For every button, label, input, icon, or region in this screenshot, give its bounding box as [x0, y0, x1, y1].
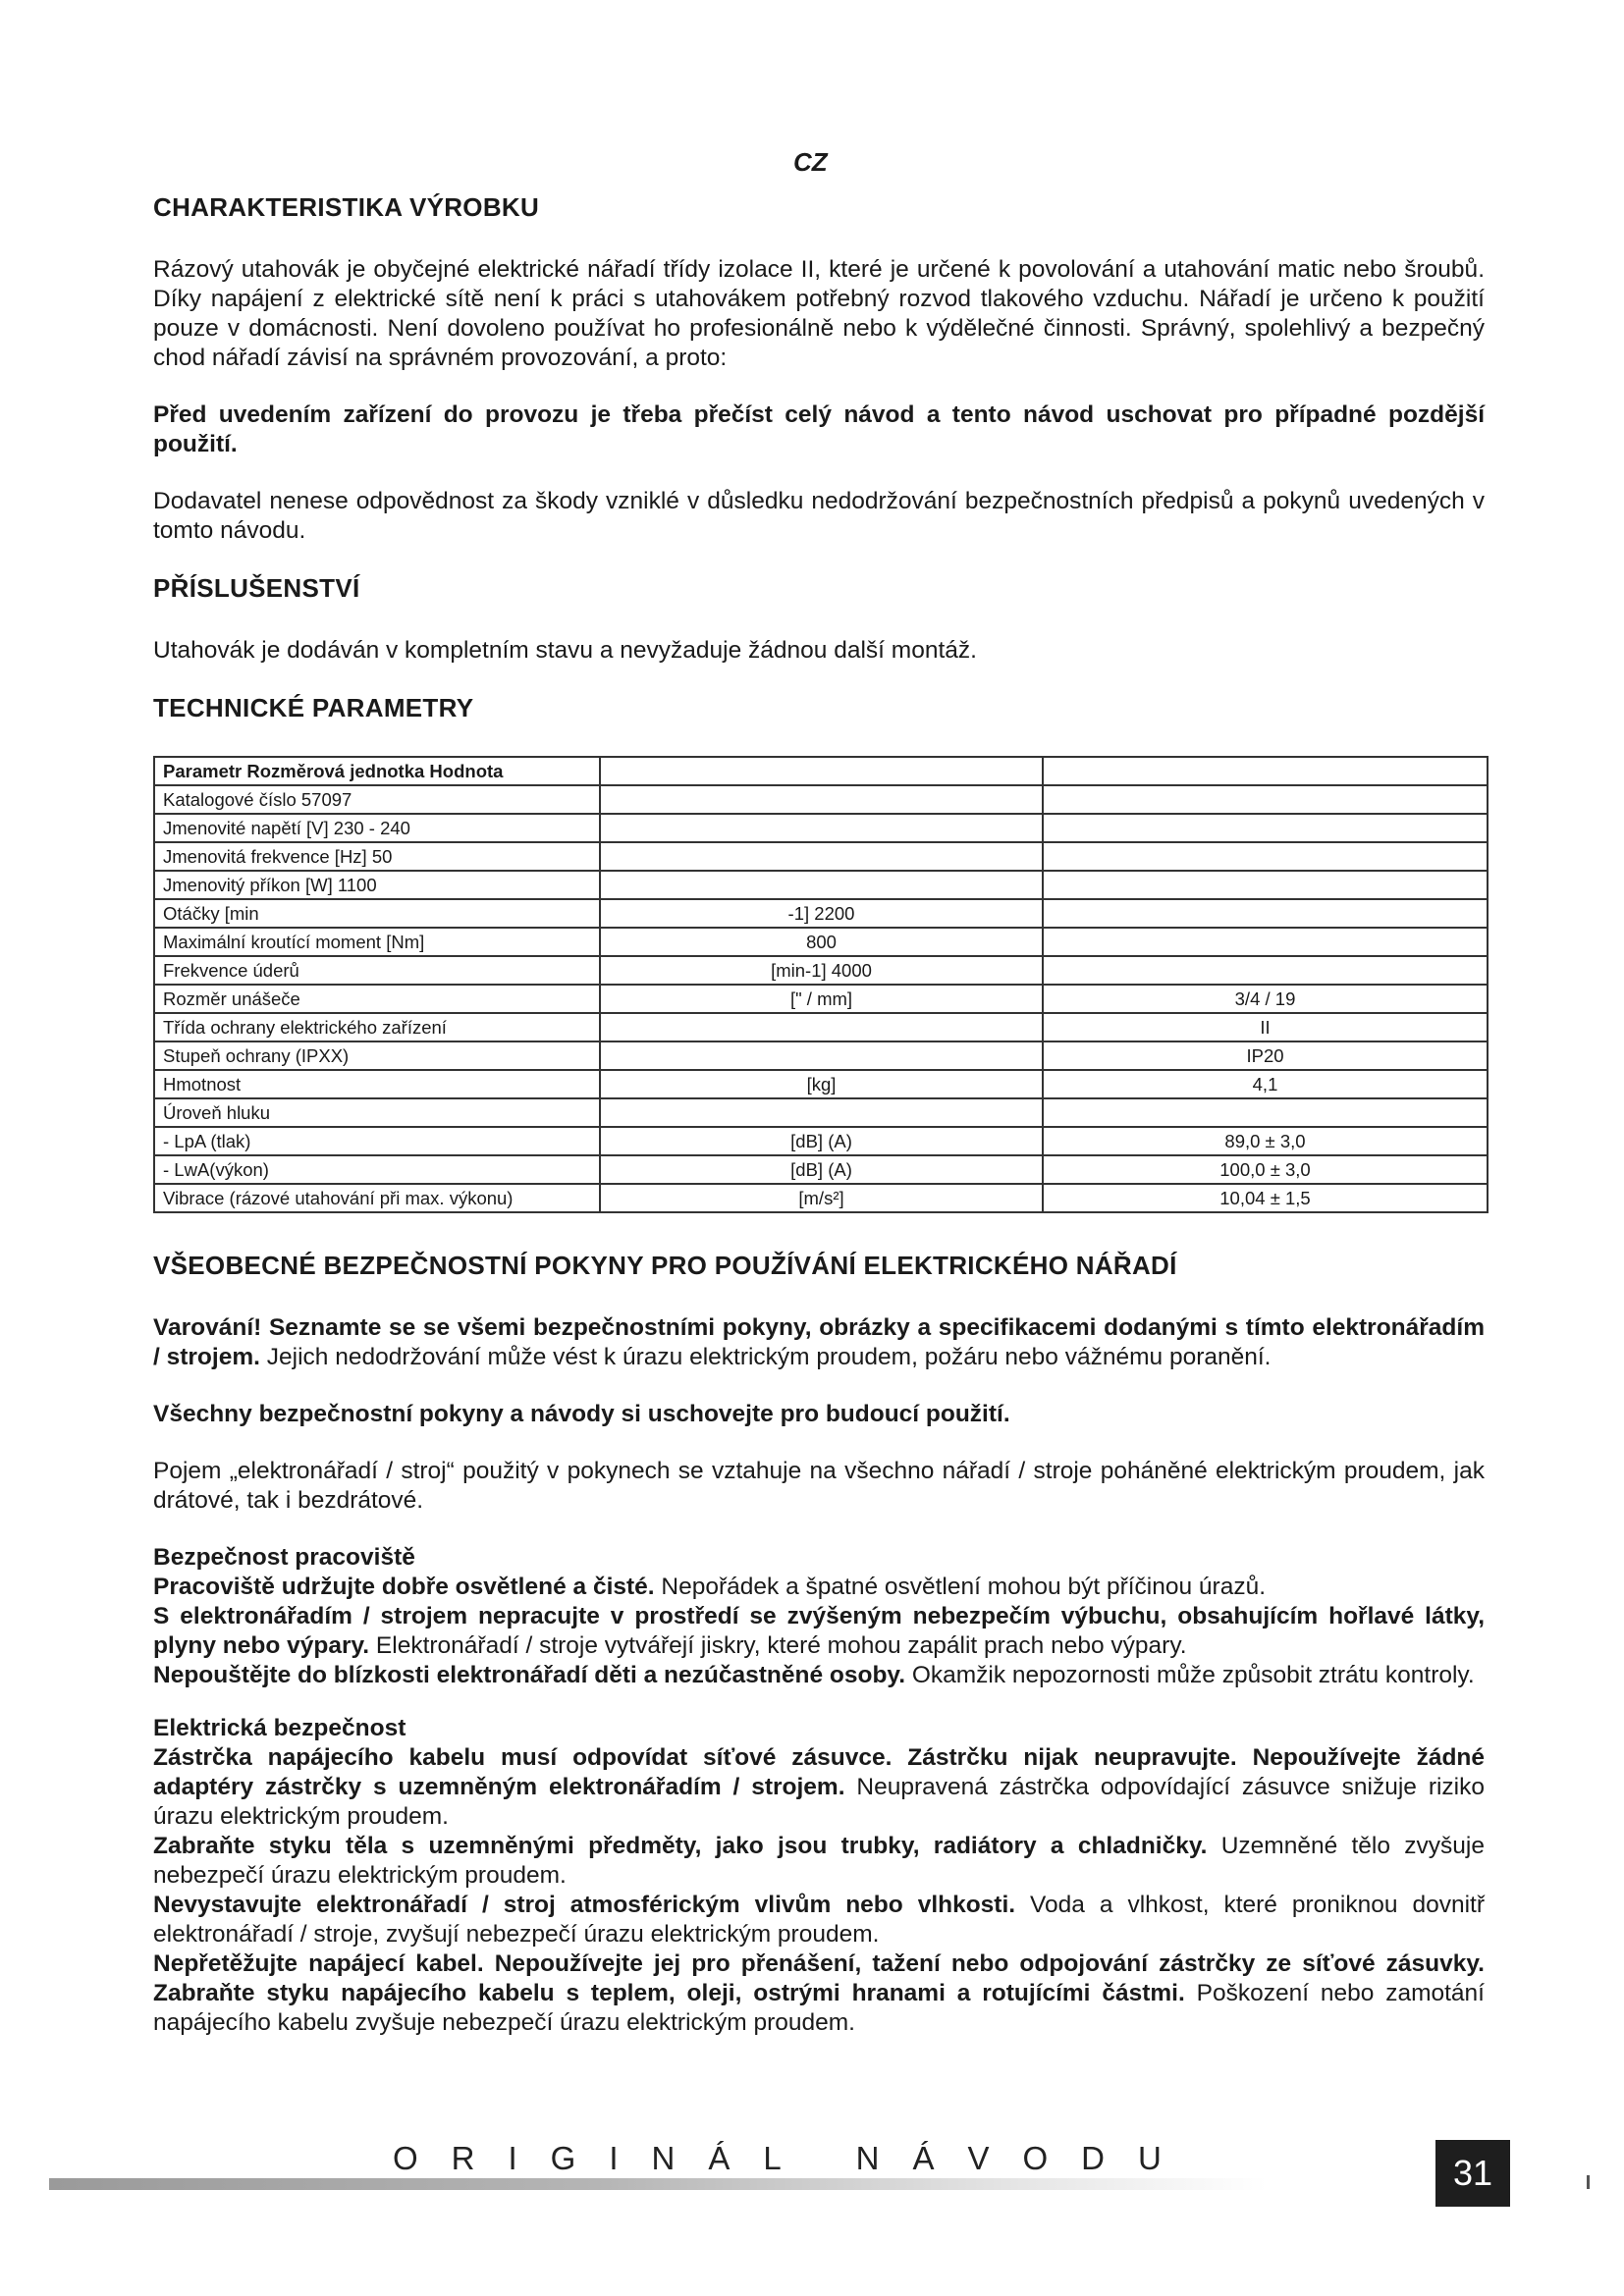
paragraph: Dodavatel nenese odpovědnost za škody vzniklé v důsledku nedodržování bezpečnostních předpisů a pokynů uvedených v tomto návodu.	[153, 488, 1485, 544]
table-cell: Parametr Rozměrová jednotka Hodnota	[154, 757, 600, 785]
table-cell: Katalogové číslo 57097	[154, 785, 600, 814]
table-cell: Vibrace (rázové utahování při max. výkonu)	[154, 1184, 600, 1212]
page-number: 31	[1435, 2140, 1510, 2207]
warning-text: Jejich nedodržování může vést k úrazu elektrickým proudem, požáru nebo vážnému poranění.	[259, 1344, 1272, 1370]
table-cell: Hmotnost	[154, 1070, 600, 1098]
table-cell	[1043, 1098, 1488, 1127]
table-row	[154, 956, 1488, 985]
table-cell: - LpA (tlak)	[154, 1127, 600, 1155]
section-title-technical-parameters: TECHNICKÉ PARAMETRY	[153, 693, 474, 722]
warning-paragraph	[153, 1313, 1485, 1372]
safety-item: Nepřetěžujte napájecí kabel. Nepoužívejte jej pro přenášení, tažení nebo odpojování zástrčky ze síťové zásuvky. Zabraňte styku napájecího kabelu s teplem, oleji, ostrými hranami a rotujícími částmi. Poškození nebo zamotání napájecího kabelu zvyšuje nebezpečí úrazu elektrickým proudem.	[153, 1950, 1485, 2036]
table-row	[154, 785, 1488, 814]
table-row	[154, 985, 1488, 1013]
table-cell: Jmenovitá frekvence [Hz] 50	[154, 842, 600, 871]
table-cell	[600, 1098, 1043, 1127]
table-cell: -1] 2200	[600, 899, 1043, 928]
paragraph: Utahovák je dodáván v kompletním stavu a nevyžaduje žádnou další montáž.	[153, 637, 977, 664]
safety-item: S elektronářadím / strojem nepracujte v prostředí se zvýšeným nebezpečím výbuchu, obsahujícím hořlavé látky, plyny nebo výpary. Elektronářadí / stroje vytvářejí jiskry, které mohou zapálit prach nebo výpary.	[153, 1603, 1485, 1659]
table-cell	[1043, 842, 1488, 871]
table-cell: 100,0 ± 3,0	[1043, 1155, 1488, 1184]
table-row	[154, 757, 1488, 785]
table-row	[154, 871, 1488, 899]
section-title-accessories: PŘÍSLUŠENSTVÍ	[153, 573, 360, 603]
parameters-table	[153, 756, 1489, 1213]
language-code: CZ	[793, 147, 828, 177]
table-cell: II	[1043, 1013, 1488, 1041]
warning-bold: Varování! Seznamte se se všemi bezpečnostními pokyny, obrázky a specifikacemi dodanými s tímto elektronářadím / strojem.	[153, 1314, 1485, 1370]
table-cell: [m/s²]	[600, 1184, 1043, 1212]
table-cell: 800	[600, 928, 1043, 956]
table-cell: - LwA(výkon)	[154, 1155, 600, 1184]
table-row	[154, 1013, 1488, 1041]
table-cell: [" / mm]	[600, 985, 1043, 1013]
table-cell: Jmenovitý příkon [W] 1100	[154, 871, 600, 899]
table-cell: Frekvence úderů	[154, 956, 600, 985]
table-row	[154, 842, 1488, 871]
safety-item: Nevystavujte elektronářadí / stroj atmosférickým vlivům nebo vlhkosti. Voda a vlhkost, které proniknou dovnitř elektronářadí / stroje, zvyšují nebezpečí úrazu elektrickým proudem.	[153, 1892, 1485, 1948]
table-cell	[600, 785, 1043, 814]
table-cell	[600, 757, 1043, 785]
table-cell	[1043, 757, 1488, 785]
table-row	[154, 1041, 1488, 1070]
table-cell: Jmenovité napětí [V] 230 - 240	[154, 814, 600, 842]
safety-item: Nepouštějte do blízkosti elektronářadí děti a nezúčastněné osoby. Okamžik nepozornosti může způsobit ztrátu kontroly.	[153, 1662, 1475, 1688]
table-row	[154, 1098, 1488, 1127]
table-cell: 3/4 / 19	[1043, 985, 1488, 1013]
table-cell	[600, 842, 1043, 871]
table-cell: Rozměr unášeče	[154, 985, 600, 1013]
table-row	[154, 928, 1488, 956]
page-content	[153, 192, 1485, 2061]
paragraph: Rázový utahovák je obyčejné elektrické nářadí třídy izolace II, které je určené k povolování a utahování matic nebo šroubů. Díky napájení z elektrické sítě není k práci s utahovákem potřebný rozvod tlakového vzduchu. Nářadí je určeno k použití pouze v domácnosti. Není dovoleno používat ho profesionálně nebo k výdělečné činnosti. Správný, spolehlivý a bezpečný chod nářadí závisí na správném provozování, a proto:	[153, 256, 1485, 371]
safety-item: Zabraňte styku těla s uzemněnými předměty, jako jsou trubky, radiátory a chladničky. Uzemněné tělo zvyšuje nebezpečí úrazu elektrickým proudem.	[153, 1833, 1485, 1889]
table-cell: Úroveň hluku	[154, 1098, 600, 1127]
table-cell	[1043, 871, 1488, 899]
paragraph-important: Před uvedením zařízení do provozu je třeba přečíst celý návod a tento návod uschovat pro případné pozdější použití.	[153, 401, 1485, 457]
table-cell	[1043, 928, 1488, 956]
edge-mark	[1587, 2175, 1590, 2189]
table-cell	[1043, 899, 1488, 928]
section-title-characteristics: CHARAKTERISTIKA VÝROBKU	[153, 192, 540, 222]
table-cell: Otáčky [min	[154, 899, 600, 928]
table-cell: [dB] (A)	[600, 1127, 1043, 1155]
work-area-safety	[153, 1543, 1485, 1690]
table-cell	[600, 814, 1043, 842]
table-cell	[600, 871, 1043, 899]
table-cell: Třída ochrany elektrického zařízení	[154, 1013, 600, 1041]
table-cell: 10,04 ± 1,5	[1043, 1184, 1488, 1212]
table-cell	[1043, 956, 1488, 985]
table-row	[154, 1184, 1488, 1212]
footer-gradient-bar	[49, 2178, 1267, 2190]
subsection-title: Bezpečnost pracoviště	[153, 1544, 415, 1571]
section-title-safety: VŠEOBECNÉ BEZPEČNOSTNÍ POKYNY PRO POUŽÍVÁNÍ ELEKTRICKÉHO NÁŘADÍ	[153, 1251, 1177, 1280]
table-row	[154, 899, 1488, 928]
table-cell	[600, 1013, 1043, 1041]
table-cell: IP20	[1043, 1041, 1488, 1070]
term-definition: Pojem „elektronářadí / stroj“ použitý v pokynech se vztahuje na všechno nářadí / stroje poháněné elektrickým proudem, jak drátové, tak i bezdrátové.	[153, 1458, 1485, 1514]
table-cell: 89,0 ± 3,0	[1043, 1127, 1488, 1155]
table-cell	[1043, 785, 1488, 814]
table-cell: Maximální kroutící moment [Nm]	[154, 928, 600, 956]
subsection-title: Elektrická bezpečnost	[153, 1715, 406, 1741]
table-cell	[1043, 814, 1488, 842]
table-cell: [dB] (A)	[600, 1155, 1043, 1184]
table-cell: 4,1	[1043, 1070, 1488, 1098]
safety-item: Pracoviště udržujte dobře osvětlené a čisté. Nepořádek a špatné osvětlení mohou být příčinou úrazů.	[153, 1574, 1267, 1600]
electrical-safety	[153, 1714, 1485, 2038]
footer-label: ORIGINÁL NÁVODU	[393, 2140, 1195, 2176]
table-cell: [kg]	[600, 1070, 1043, 1098]
table-row	[154, 814, 1488, 842]
safety-item: Zástrčka napájecího kabelu musí odpovídat síťové zásuvce. Zástrčku nijak neupravujte. Nepoužívejte žádné adaptéry zástrčky s uzemněným elektronářadím / strojem. Neupravená zástrčka odpovídající zásuvce snižuje riziko úrazu elektrickým proudem.	[153, 1744, 1485, 1830]
table-row	[154, 1070, 1488, 1098]
table-row	[154, 1155, 1488, 1184]
table-cell: Stupeň ochrany (IPXX)	[154, 1041, 600, 1070]
table-row	[154, 1127, 1488, 1155]
table-cell: [min-1] 4000	[600, 956, 1043, 985]
table-cell	[600, 1041, 1043, 1070]
keep-instructions: Všechny bezpečnostní pokyny a návody si uschovejte pro budoucí použití.	[153, 1401, 1010, 1427]
